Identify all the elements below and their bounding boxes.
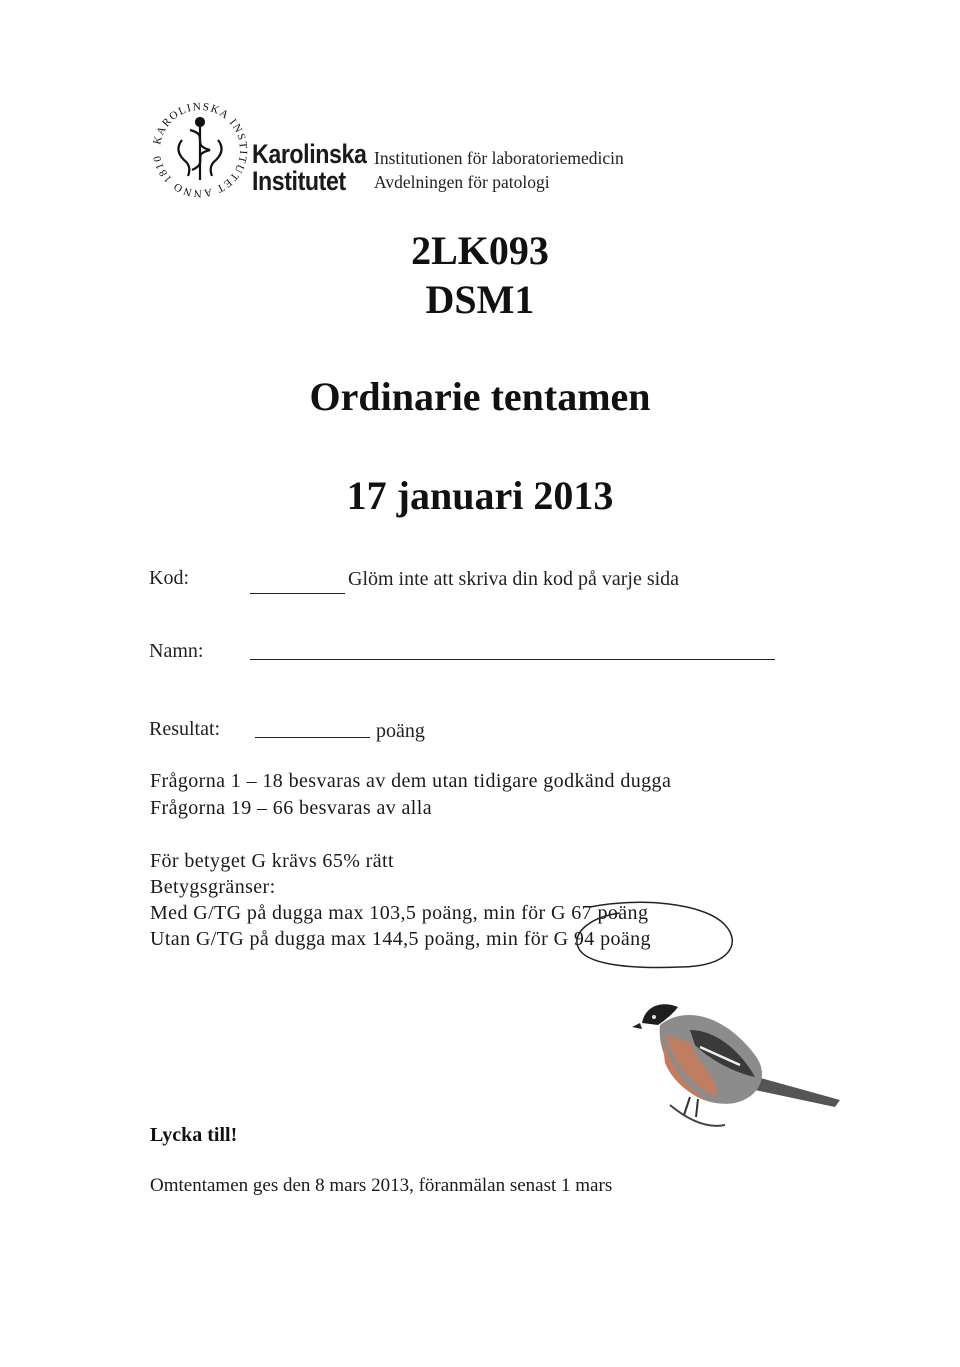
grading-line-1: För betyget G krävs 65% rätt (150, 850, 394, 872)
instruction-line-2: Frågorna 19 – 66 besvaras av alla (150, 797, 432, 819)
code-label: Kod: (149, 567, 189, 589)
result-label: Resultat: (149, 718, 221, 740)
grading-line-2: Betygsgränser: (150, 876, 276, 898)
institution-name-line1: Karolinska (252, 139, 367, 169)
good-luck-text: Lycka till! (150, 1124, 238, 1146)
department-name: Institutionen för laboratoriemedicin (374, 148, 624, 168)
result-unit: poäng (376, 720, 425, 742)
instruction-line-1: Frågorna 1 – 18 besvaras av dem utan tidigare godkänd dugga (150, 770, 672, 792)
code-field-line (250, 593, 345, 594)
svg-text:KAROLINSKA INSTITUTET ANNO 181: KAROLINSKA INSTITUTET ANNO 1810 (151, 100, 250, 200)
name-label: Namn: (149, 640, 204, 662)
retake-info: Omtentamen ges den 8 mars 2013, föranmälan senast 1 mars (150, 1175, 613, 1196)
course-code-title: 2LK093 (411, 228, 549, 273)
institution-name-line2: Institutet (252, 166, 346, 196)
grading-line-4: Utan G/TG på dugga max 144,5 poäng, min för G 94 poäng (150, 928, 651, 950)
program-title: DSM1 (425, 277, 535, 322)
name-field-line (250, 659, 775, 660)
bullfinch-illustration (630, 985, 870, 1155)
handdrawn-circle-mark (530, 895, 740, 975)
exam-date-title: 17 januari 2013 (346, 473, 614, 518)
karolinska-seal-icon (150, 100, 250, 200)
result-field-line (255, 737, 370, 738)
grading-line-3: Med G/TG på dugga max 103,5 poäng, min för G 67 poäng (150, 902, 649, 924)
code-note: Glöm inte att skriva din kod på varje sida (348, 568, 680, 590)
division-name: Avdelningen för patologi (374, 172, 550, 192)
exam-type-title: Ordinarie tentamen (309, 374, 651, 419)
